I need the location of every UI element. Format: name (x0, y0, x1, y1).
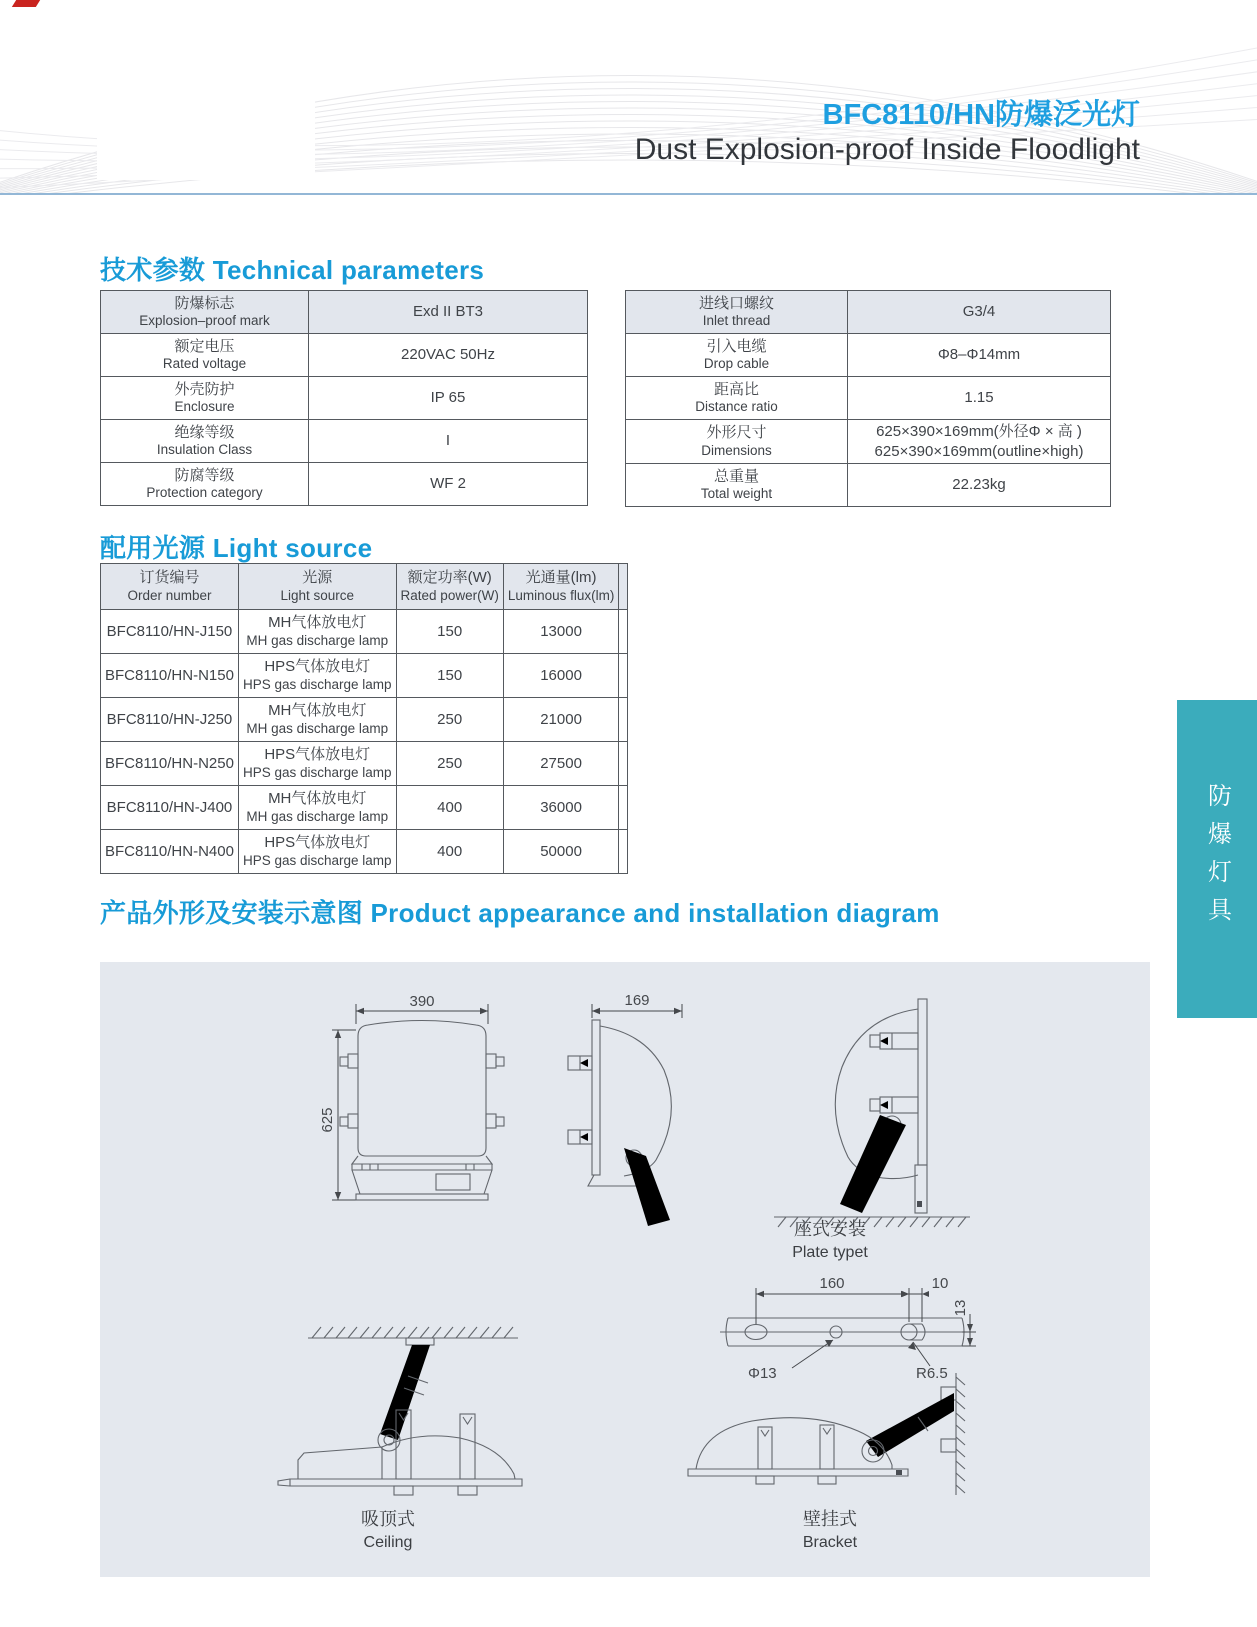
light-row (101, 698, 628, 742)
order-number: BFC8110/HN-N250 (101, 742, 239, 786)
column-header: 光通量(lm) Luminous flux(lm) (503, 564, 619, 610)
rated-power: 150 (396, 610, 503, 654)
order-number: BFC8110/HN-J400 (101, 786, 239, 830)
caption-bracket-zh: 壁挂式 (803, 1509, 857, 1529)
order-number: BFC8110/HN-J150 (101, 610, 239, 654)
spec-row (626, 464, 1111, 507)
spec-row (101, 334, 588, 377)
spec-row (626, 334, 1111, 377)
tech-params-table-right (625, 290, 1111, 507)
lamp-type: HPS气体放电灯 HPS gas discharge lamp (238, 830, 396, 874)
caption-ceiling (258, 1508, 518, 1553)
caption-bracket (700, 1508, 960, 1553)
order-number: BFC8110/HN-N400 (101, 830, 239, 874)
spec-value: Exd II BT3 (309, 291, 588, 334)
dim-390: 390 (409, 993, 435, 1010)
spec-value: G3/4 (848, 291, 1111, 334)
section-heading-technical-parameters: 技术参数 Technical parameters (100, 255, 485, 285)
spec-value: 22.23kg (848, 464, 1111, 507)
spec-label: 外壳防护 Enclosure (101, 377, 309, 420)
empty-cell (619, 698, 628, 742)
order-number: BFC8110/HN-N150 (101, 654, 239, 698)
section-heading-installation-diagram: 产品外形及安装示意图 Product appearance and installation diagram (100, 898, 940, 928)
lamp-type: HPS气体放电灯 HPS gas discharge lamp (238, 742, 396, 786)
title-block (635, 98, 1140, 168)
dim-625: 625 (319, 1107, 336, 1133)
spec-value: 220VAC 50Hz (309, 334, 588, 377)
red-corner-mark (12, 0, 40, 7)
empty-cell (619, 742, 628, 786)
empty-cell (619, 610, 628, 654)
spec-row (626, 420, 1111, 464)
order-number: BFC8110/HN-J250 (101, 698, 239, 742)
spec-label: 绝缘等级 Insulation Class (101, 420, 309, 463)
luminous-flux: 50000 (503, 830, 619, 874)
lamp-type: MH气体放电灯 MH gas discharge lamp (238, 786, 396, 830)
side-view-drawing (558, 990, 708, 1225)
spec-row (626, 291, 1111, 334)
rated-power: 150 (396, 654, 503, 698)
luminous-flux: 36000 (503, 786, 619, 830)
spec-label: 防爆标志 Explosion–proof mark (101, 291, 309, 334)
spec-label: 外形尺寸 Dimensions (626, 420, 848, 464)
column-header: 订货编号 Order number (101, 564, 239, 610)
luminous-flux: 13000 (503, 610, 619, 654)
empty-cell (619, 786, 628, 830)
category-side-tab (1177, 700, 1257, 1018)
plate-type-drawing (758, 985, 988, 1240)
light-row (101, 654, 628, 698)
caption-plate-en: Plate typet (792, 1243, 868, 1261)
wall-bracket-drawing (672, 1367, 982, 1502)
spec-value: WF 2 (309, 463, 588, 506)
spec-row (101, 291, 588, 334)
caption-ceiling-zh: 吸顶式 (361, 1509, 415, 1529)
empty-cell (619, 654, 628, 698)
spec-value: IP 65 (309, 377, 588, 420)
side-tab-label: 防爆灯具 (1203, 783, 1231, 935)
product-title-zh: BFC8110/HN防爆泛光灯 (822, 99, 1140, 131)
lamp-type: HPS气体放电灯 HPS gas discharge lamp (238, 654, 396, 698)
spec-label: 引入电缆 Drop cable (626, 334, 848, 377)
spec-row (101, 463, 588, 506)
lamp-type: MH气体放电灯 MH gas discharge lamp (238, 698, 396, 742)
rated-power: 400 (396, 830, 503, 874)
spec-label: 距高比 Distance ratio (626, 377, 848, 420)
dim-slot-radius: R6.5 (916, 1365, 948, 1382)
tech-params-table-left (100, 290, 588, 506)
caption-bracket-en: Bracket (802, 1533, 858, 1551)
product-title-en: Dust Explosion-proof Inside Floodlight (634, 133, 1140, 167)
ceiling-mount-drawing (268, 1314, 548, 1504)
spec-row (626, 377, 1111, 420)
dim-13: 13 (952, 1299, 969, 1317)
column-header: 额定功率(W) Rated power(W) (396, 564, 503, 610)
rated-power: 400 (396, 786, 503, 830)
luminous-flux: 21000 (503, 698, 619, 742)
dim-160: 160 (819, 1275, 845, 1292)
light-header-row (101, 564, 628, 610)
empty-cell (619, 830, 628, 874)
spec-value: Φ8–Φ14mm (848, 334, 1111, 377)
spec-value: I (309, 420, 588, 463)
light-row (101, 742, 628, 786)
rated-power: 250 (396, 698, 503, 742)
spec-label: 防腐等级 Protection category (101, 463, 309, 506)
dim-hole-dia: Φ13 (748, 1365, 777, 1382)
caption-plate-zh: 座式安装 (794, 1219, 866, 1239)
lamp-type: MH气体放电灯 MH gas discharge lamp (238, 610, 396, 654)
logo-area (97, 82, 315, 180)
rated-power: 250 (396, 742, 503, 786)
column-header (619, 564, 628, 610)
caption-ceiling-en: Ceiling (363, 1533, 413, 1551)
light-row (101, 610, 628, 654)
installation-diagram-panel (100, 962, 1150, 1577)
light-row (101, 786, 628, 830)
light-row (101, 830, 628, 874)
luminous-flux: 27500 (503, 742, 619, 786)
spec-label: 总重量 Total weight (626, 464, 848, 507)
spec-value: 1.15 (848, 377, 1111, 420)
page-header (0, 0, 1257, 195)
spec-row (101, 377, 588, 420)
column-header: 光源 Light source (238, 564, 396, 610)
spec-label: 额定电压 Rated voltage (101, 334, 309, 377)
spec-value: 625×390×169mm(外径Φ × 高 ) 625×390×169mm(outline×high) (848, 420, 1111, 464)
front-view-drawing (318, 988, 518, 1223)
caption-plate-type (700, 1218, 960, 1263)
spec-label: 进线口螺纹 Inlet thread (626, 291, 848, 334)
spec-row (101, 420, 588, 463)
section-heading-light-source: 配用光源 Light source (100, 533, 373, 563)
luminous-flux: 16000 (503, 654, 619, 698)
dim-10: 10 (931, 1275, 949, 1292)
dim-169: 169 (624, 992, 650, 1009)
